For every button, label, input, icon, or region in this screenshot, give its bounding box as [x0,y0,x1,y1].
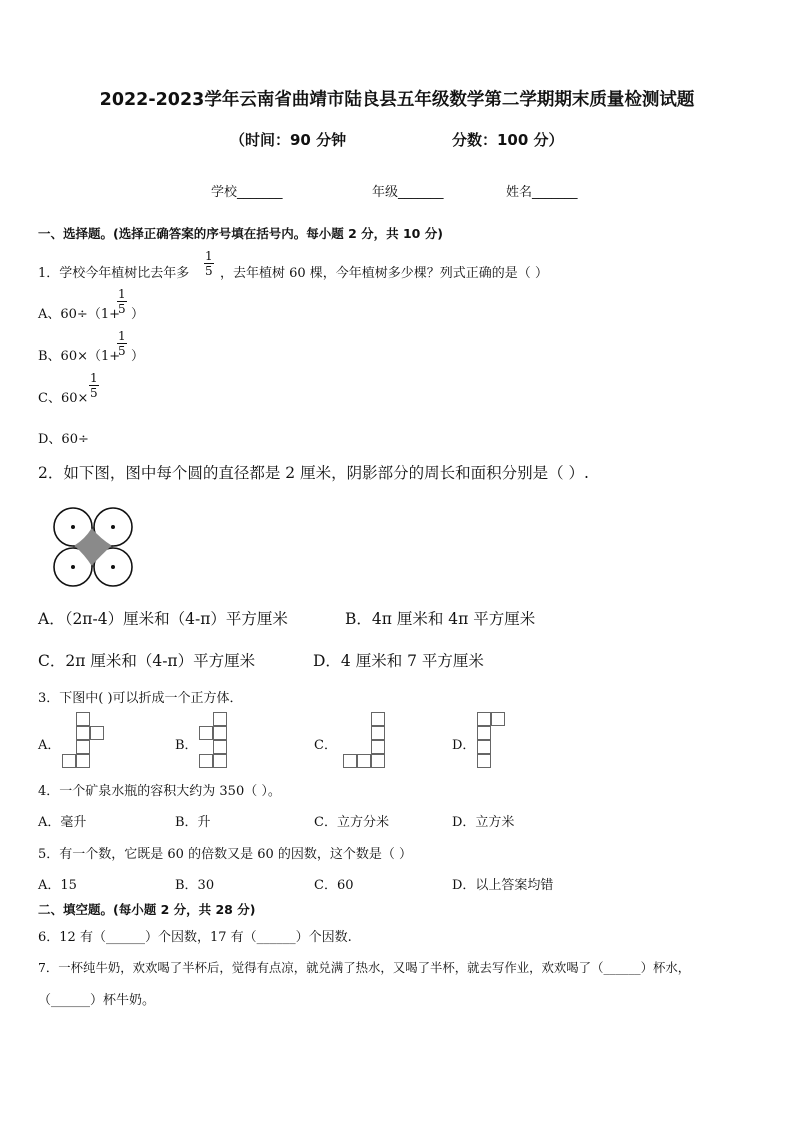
fraction-numerator: 1 [118,287,126,301]
net-square [477,726,491,740]
net-square [213,740,227,754]
q2-option-c: C．2π 厘米和（4-π）平方厘米 [38,652,256,670]
fraction-numerator: 1 [118,329,126,343]
four-circles-figure [53,507,133,587]
q1-option-b-pre: B、60×（1+ [38,349,121,364]
q1-stem-part2: ，去年植树 60 棵，今年植树多少棵？列式正确的是（ ） [220,266,548,281]
net-square [477,754,491,768]
net-square [199,726,213,740]
name-field: 姓名_______ [506,185,578,200]
q3-label-a: A． [38,738,61,753]
q4-option-c: C．立方分米 [314,815,389,830]
fraction-numerator: 1 [205,249,213,263]
q4-option-b: B．升 [175,815,211,830]
q2-option-b: B．4π 厘米和 4π 平方厘米 [345,610,536,628]
net-square [76,754,90,768]
fraction-denominator: 5 [118,302,126,316]
net-square [76,726,90,740]
q1-option-c-fraction [89,372,99,399]
fraction-denominator: 5 [205,264,213,278]
net-square [371,740,385,754]
q1-fraction [204,250,214,277]
net-square [357,754,371,768]
q5-option-a: A．15 [38,878,77,893]
q6-text: 6．12 有（______）个因数，17 有（______）个因数. [38,930,352,945]
q4-stem: 4．一个矿泉水瓶的容积大约为 350（ ）。 [38,784,281,799]
net-square [76,712,90,726]
q7-line2: （______）杯牛奶。 [38,993,156,1008]
q5-stem: 5．有一个数，它既是 60 的倍数又是 60 的因数，这个数是（ ） [38,847,413,862]
net-square [90,726,104,740]
net-square [199,754,213,768]
net-square [477,740,491,754]
q3-label-b: B． [175,738,198,753]
q5-option-d: D．以上答案均错 [452,878,554,893]
q3-stem: 3．下图中( )可以折成一个正方体． [38,691,243,706]
q3-label-c: C． [314,738,337,753]
q1-stem-part1: 1．学校今年植树比去年多 [38,266,190,281]
q3-label-d: D． [452,738,476,753]
q1-option-b-fraction [117,330,127,357]
q1-option-b-post: ） [131,349,145,364]
q7-line1: 7．一杯纯牛奶，欢欢喝了半杯后，觉得有点凉，就兑满了热水，又喝了半杯，就去写作业，欢欢喝了（______）杯水， [38,960,691,975]
q5-option-b: B．30 [175,878,215,893]
school-field: 学校_______ [211,185,283,200]
q1-option-a-fraction [117,288,127,315]
net-square [371,712,385,726]
center-dot [71,525,75,529]
q2-stem: 2．如下图，图中每个圆的直径都是 2 厘米，阴影部分的周长和面积分别是（ ）. [38,464,589,482]
fraction-denominator: 5 [118,344,126,358]
exam-time: （时间：90 分钟 [230,131,347,149]
q1-option-a-post: ） [131,307,145,322]
grade-field: 年级_______ [372,185,444,200]
net-square [213,712,227,726]
q4-option-d: D．立方米 [452,815,515,830]
q4-option-a: A．毫升 [38,815,87,830]
section-choice-heading: 一、选择题。(选择正确答案的序号填在括号内。每小题 2 分，共 10 分) [38,226,443,241]
center-dot [71,565,75,569]
q2-option-d: D．4 厘米和 7 平方厘米 [313,652,484,670]
net-square [213,754,227,768]
center-dot [111,525,115,529]
net-square [371,726,385,740]
q1-option-a-pre: A、60÷（1+ [38,307,120,322]
q1-option-c-pre: C、60× [38,391,89,406]
q1-option-d: D、60÷ [38,432,89,447]
net-square [76,740,90,754]
net-square [491,712,505,726]
net-square [343,754,357,768]
net-square [213,726,227,740]
fraction-denominator: 5 [90,386,98,400]
q2-option-a: A．（2π-4）厘米和（4-π）平方厘米 [38,610,288,628]
net-square [477,712,491,726]
fraction-numerator: 1 [90,371,98,385]
page-title: 2022-2023学年云南省曲靖市陆良县五年级数学第二学期期末质量检测试题 [99,90,695,110]
section-fill-heading: 二、填空题。(每小题 2 分，共 28 分) [38,902,256,917]
net-square [62,754,76,768]
four-circles-svg [53,507,133,587]
q5-option-c: C．60 [314,878,354,893]
center-dot [111,565,115,569]
exam-score: 分数：100 分） [452,131,564,149]
net-square [371,754,385,768]
